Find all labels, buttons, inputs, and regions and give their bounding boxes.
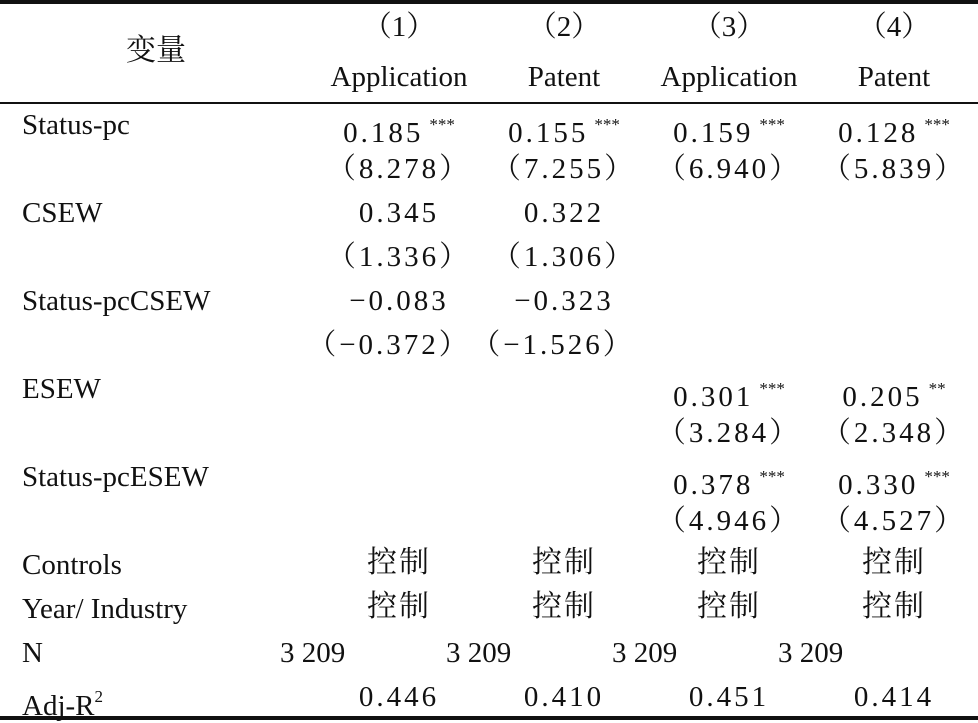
controls-3: 控制 — [697, 545, 761, 580]
coef-esew-3: 0.301 *** — [673, 379, 785, 413]
t-status-pc-1: （8.278） — [326, 153, 472, 185]
adj-r2-1: 0.446 — [358, 681, 440, 713]
t-esew-3: （3.284） — [656, 417, 802, 449]
significance-stars: *** — [594, 115, 620, 134]
t-status-pc-esew-4: （4.527） — [821, 505, 967, 537]
coef-status-pc-esew-4: 0.330 *** — [838, 467, 950, 501]
controls-4: 控制 — [862, 545, 926, 580]
col-number-3: （3） — [692, 11, 766, 43]
row-label-adj-r2: Adj-$R^2$ — [22, 687, 103, 722]
adj-r2-2: 0.410 — [523, 681, 605, 713]
coef-esew-4: 0.205 ** — [842, 379, 946, 413]
variable-header: 变量 — [126, 33, 186, 68]
coef-status-pc-2: 0.155 *** — [508, 115, 620, 149]
significance-stars: *** — [429, 115, 455, 134]
row-label-status-pc: Status-pc — [22, 109, 130, 141]
significance-stars: ** — [928, 379, 946, 398]
col-name-4: Patent — [857, 61, 931, 93]
bottom-rule — [0, 716, 978, 720]
controls-1: 控制 — [367, 545, 431, 580]
header-rule — [0, 102, 978, 104]
significance-stars: *** — [759, 379, 785, 398]
significance-stars: *** — [759, 467, 785, 486]
significance-stars: *** — [924, 467, 950, 486]
row-label-year-industry: Year/ Industry — [22, 593, 188, 625]
col-number-4: （4） — [857, 11, 931, 43]
row-label-esew: ESEW — [22, 373, 101, 405]
t-csew-2: （1.306） — [491, 241, 637, 273]
t-status-pc-3: （6.940） — [656, 153, 802, 185]
coef-status-pc-3: 0.159 *** — [673, 115, 785, 149]
coef-status-pc-1: 0.185 *** — [343, 115, 455, 149]
t-status-pc-2: （7.255） — [491, 153, 637, 185]
significance-stars: *** — [759, 115, 785, 134]
t-status-pc-csew-1: （−0.372） — [307, 329, 471, 361]
row-label-status-pc-esew: Status-pcESEW — [22, 461, 209, 493]
coef-status-pc-esew-3: 0.378 *** — [673, 467, 785, 501]
year-industry-3: 控制 — [697, 589, 761, 624]
year-industry-4: 控制 — [862, 589, 926, 624]
col-name-2: Patent — [527, 61, 601, 93]
col-number-1: （1） — [362, 11, 436, 43]
t-status-pc-4: （5.839） — [821, 153, 967, 185]
t-esew-4: （2.348） — [821, 417, 967, 449]
row-label-csew: CSEW — [22, 197, 103, 229]
t-status-pc-esew-3: （4.946） — [656, 505, 802, 537]
coef-csew-1: 0.345 — [358, 197, 440, 229]
col-number-2: （2） — [527, 11, 601, 43]
significance-stars: *** — [924, 115, 950, 134]
adj-r2-3: 0.451 — [688, 681, 770, 713]
coef-status-pc-4: 0.128 *** — [838, 115, 950, 149]
t-status-pc-csew-2: （−1.526） — [471, 329, 635, 361]
t-csew-1: （1.336） — [326, 241, 472, 273]
year-industry-2: 控制 — [532, 589, 596, 624]
n-2: 3 209 — [446, 637, 512, 669]
coef-csew-2: 0.322 — [523, 197, 605, 229]
coef-status-pc-csew-2: −0.323 — [514, 285, 614, 317]
n-3: 3 209 — [612, 637, 678, 669]
adj-r2-4: 0.414 — [853, 681, 935, 713]
n-4: 3 209 — [778, 637, 844, 669]
top-rule — [0, 0, 978, 4]
coef-status-pc-csew-1: −0.083 — [349, 285, 449, 317]
n-1: 3 209 — [280, 637, 346, 669]
col-name-1: Application — [330, 61, 468, 93]
controls-2: 控制 — [532, 545, 596, 580]
row-label-n: N — [22, 637, 43, 669]
row-label-status-pc-csew: Status-pcCSEW — [22, 285, 211, 317]
row-label-controls: Controls — [22, 549, 122, 581]
col-name-3: Application — [660, 61, 798, 93]
year-industry-1: 控制 — [367, 589, 431, 624]
